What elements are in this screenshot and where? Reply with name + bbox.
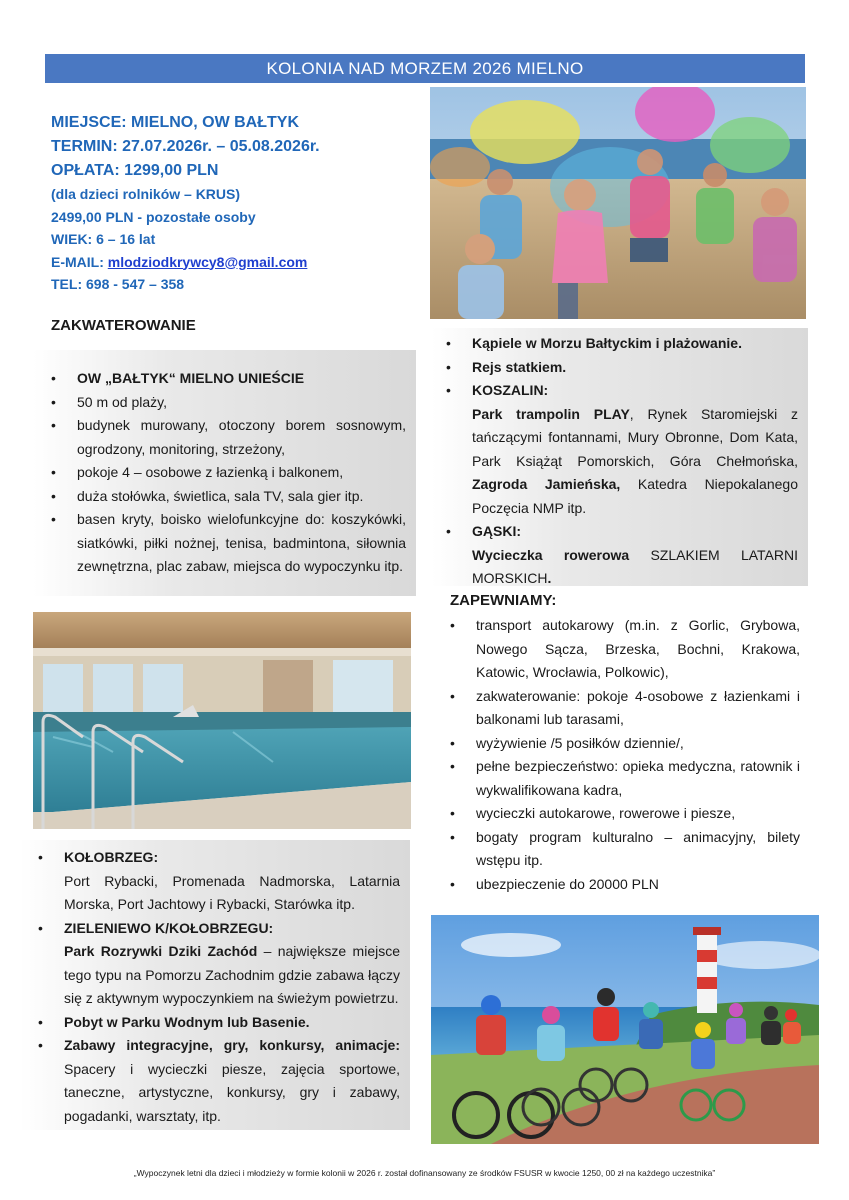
list-item: • Rejs statkiem. — [436, 356, 798, 380]
list-item: • pełne bezpieczeństwo: opieka medyczna, ratownik i wykwalifikowana kadra, — [440, 755, 800, 802]
info-email-label: E-MAIL: — [51, 253, 108, 270]
guarantee-heading: ZAPEWNIAMY: — [450, 592, 557, 609]
info-phone: TEL: 698 - 547 – 358 — [51, 276, 185, 292]
list-item: • Pobyt w Parku Wodnym lub Basenie. — [28, 1011, 400, 1035]
list-item: • basen kryty, boisko wielofunkcyjne do: koszykówki, siatkówki, piłki nożnej, tenisa, badmintona, siłownia zewnętrzna, plac zabaw, miejsca do wypoczynku itp. — [41, 508, 406, 579]
email-link[interactable]: mlodziodkrywcy8@gmail.com — [107, 253, 308, 270]
list-item: • 50 m od plaży, — [41, 391, 406, 415]
photo-holi-beach — [430, 87, 806, 319]
list-item: • pokoje 4 – osobowe z łazienką i balkonem, — [41, 461, 406, 485]
attractions-right-list — [436, 332, 798, 591]
guarantee-block — [440, 614, 800, 896]
accommodation-heading: ZAKWATEROWANIE — [51, 317, 196, 334]
guarantee-list — [440, 614, 800, 896]
info-fee: OPŁATA: 1299,00 PLN — [51, 162, 219, 179]
list-item: • Zabawy integracyjne, gry, konkursy, animacje: Spacery i wycieczki piesze, zajęcia sportowe, taneczne, artystyczne, konkursy, gry i zabawy, pogadanki, warsztaty, itp. — [28, 1034, 400, 1128]
info-fee-note: (dla dzieci rolników – KRUS) — [51, 186, 241, 202]
attractions-right-box — [432, 328, 808, 586]
list-item: • duża stołówka, świetlica, sala TV, sala gier itp. — [41, 485, 406, 509]
attractions-left-box — [20, 840, 410, 1130]
list-item: • zakwaterowanie: pokoje 4-osobowe z łazienkami i balkonami lub tarasami, — [440, 685, 800, 732]
footer-note: „Wypoczynek letni dla dzieci i młodzieży w formie kolonii w 2026 r. został dofinansowany ze środków FSUSR w kwocie 1250, 00 zł na każdego uczestnika” — [133, 1168, 716, 1178]
photo-bike-lighthouse — [431, 915, 819, 1144]
list-item: • OW „BAŁTYK“ MIELNO UNIEŚCIE — [41, 367, 406, 391]
holi-beach-image — [430, 87, 806, 319]
list-item: • KOŁOBRZEG: Port Rybacki, Promenada Nadmorska, Latarnia Morska, Port Jachtowy i Rybacki, Starówka itp. — [28, 846, 400, 917]
page-title: KOLONIA NAD MORZEM 2026 MIELNO — [45, 54, 805, 83]
accommodation-list — [41, 367, 406, 579]
info-block — [51, 111, 421, 296]
list-item: • KOSZALIN: Park trampolin PLAY, Rynek Staromiejski z tańczącymi fontannami, Mury Obronne, Dom Kata, Park Książąt Pomorskich, Góra Chełmońska, Zagroda Jamieńska, Katedra Niepokalanego Poczęcia NMP itp. — [436, 379, 798, 520]
photo-indoor-pool — [33, 612, 411, 829]
list-item: • ubezpieczenie do 20000 PLN — [440, 873, 800, 897]
list-item: • ZIELENIEWO K/KOŁOBRZEGU: Park Rozrywki Dziki Zachód – największe miejsce tego typu na Pomorzu Zachodnim gdzie zabawa łączy się z aktywnym wypoczynkiem na świeżym powietrzu. — [28, 917, 400, 1011]
info-email-line — [51, 251, 421, 274]
info-age: WIEK: 6 – 16 lat — [51, 231, 156, 247]
accommodation-box — [33, 350, 416, 596]
attractions-left-list — [28, 846, 400, 1128]
info-term: TERMIN: 27.07.2026r. – 05.08.2026r. — [51, 138, 320, 155]
list-item: • wyżywienie /5 posiłków dziennie/, — [440, 732, 800, 756]
list-item: • GĄSKI: Wycieczka rowerowa SZLAKIEM LATARNI MORSKICH. — [436, 520, 798, 591]
bike-lighthouse-image — [431, 915, 819, 1144]
list-item: • transport autokarowy (m.in. z Gorlic, Grybowa, Nowego Sącza, Brzeska, Bochni, Krakowa, Katowic, Wrocławia, Polkowic), — [440, 614, 800, 685]
info-fee-other: 2499,00 PLN - pozostałe osoby — [51, 208, 256, 225]
list-item: • bogaty program kulturalno – animacyjny, bilety wstępu itp. — [440, 826, 800, 873]
list-item: • budynek murowany, otoczony borem sosnowym, ogrodzony, monitoring, strzeżony, — [41, 414, 406, 461]
list-item: • Kąpiele w Morzu Bałtyckim i plażowanie. — [436, 332, 798, 356]
indoor-pool-image — [33, 612, 411, 829]
list-item: • wycieczki autokarowe, rowerowe i piesze, — [440, 802, 800, 826]
info-place: MIEJSCE: MIELNO, OW BAŁTYK — [51, 114, 299, 131]
